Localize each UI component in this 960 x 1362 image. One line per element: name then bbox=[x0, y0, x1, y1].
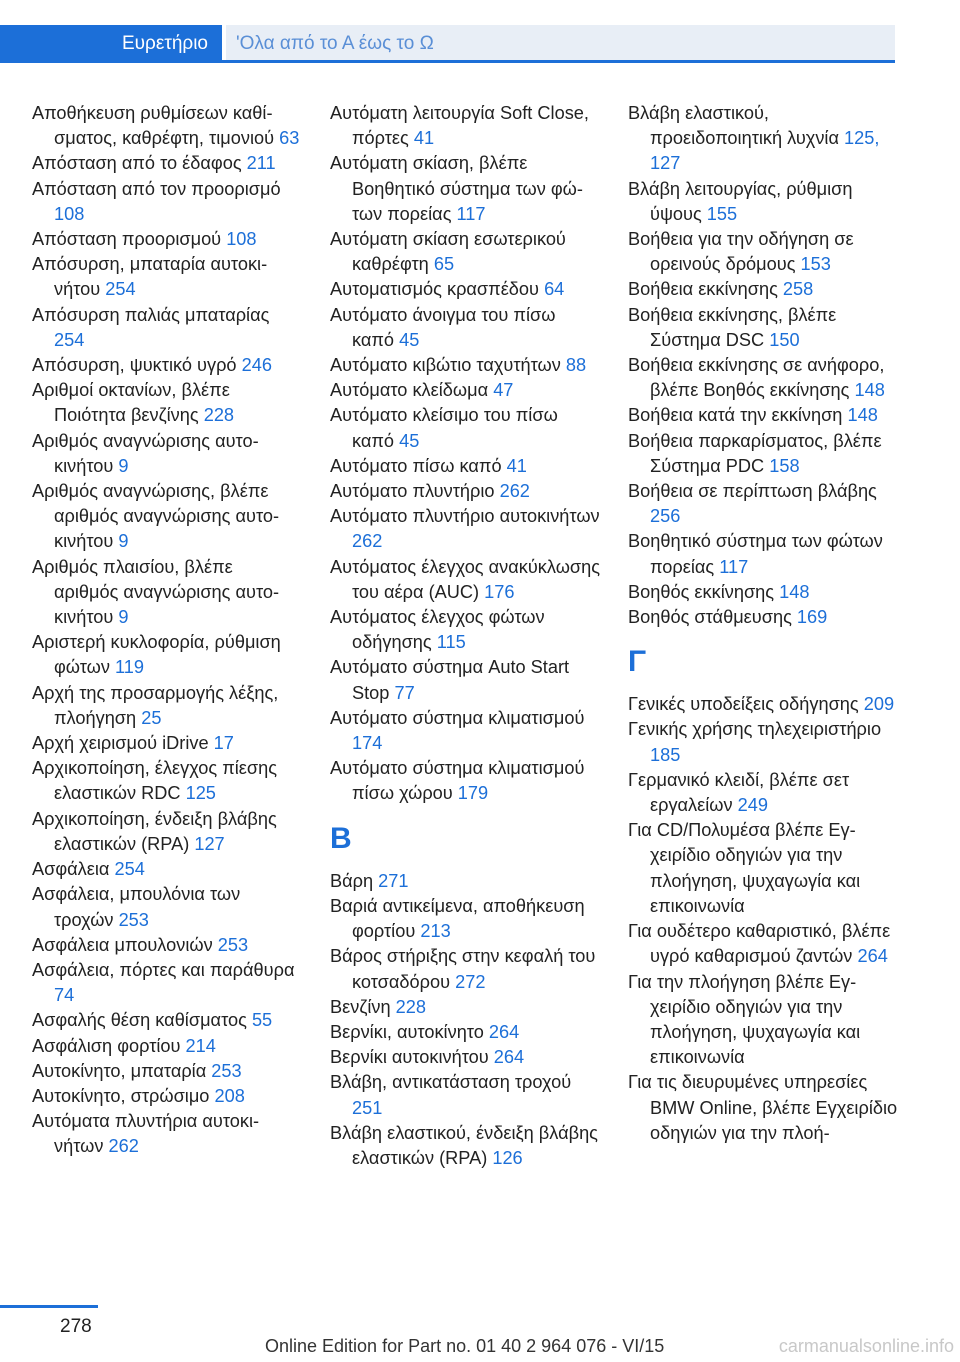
index-entry bbox=[32, 807, 302, 857]
entry-text: Αριθμός αναγνώρισης αυτοκινήτου bbox=[32, 430, 259, 476]
entry-text: Βενζίνη bbox=[330, 996, 396, 1017]
index-entry bbox=[330, 944, 600, 994]
edition-text: Online Edition for Part no. 01 40 2 964 076 - VI/15 bbox=[265, 1336, 665, 1356]
index-entry bbox=[628, 970, 903, 1071]
index-entry bbox=[330, 894, 600, 944]
page-link[interactable]: 264 bbox=[493, 1047, 525, 1068]
entry-text: Για την πλοήγηση βλέπε Εγχειρίδιο οδηγιών για την πλοήγηση, ψυχαγωγία και επικοινωνία bbox=[628, 971, 861, 1068]
index-entry bbox=[628, 353, 903, 403]
entry-text: Απόσυρση παλιάς μπαταρίας bbox=[32, 304, 270, 325]
index-entry bbox=[32, 101, 302, 151]
entry-text: Αυτόματο κλείσιμο του πίσω καπό bbox=[330, 405, 558, 451]
entry-text: Βλάβη λειτουργίας, ρύθμιση ύψους bbox=[628, 178, 853, 224]
index-entry bbox=[32, 731, 302, 756]
page-link[interactable]: 254 bbox=[105, 279, 136, 300]
index-entry bbox=[32, 227, 302, 252]
page-link[interactable]: 55 bbox=[251, 1010, 273, 1031]
page-link[interactable]: 153 bbox=[800, 254, 831, 275]
page-link[interactable]: 74 bbox=[54, 985, 75, 1006]
page-link[interactable]: 254 bbox=[54, 329, 85, 350]
entry-text: Βλάβη ελαστικού, ένδειξη βλάβης ελαστικών (RPA) bbox=[330, 1122, 598, 1168]
page-link[interactable]: 264 bbox=[857, 946, 888, 967]
page-link[interactable]: 41 bbox=[506, 455, 527, 476]
entry-text: Ασφαλής θέση καθίσματος bbox=[32, 1010, 252, 1031]
index-entry bbox=[32, 1084, 302, 1109]
page-link[interactable]: 271 bbox=[378, 870, 409, 891]
index-entry bbox=[628, 919, 903, 969]
index-entry bbox=[330, 1045, 600, 1070]
index-column-2 bbox=[330, 101, 600, 1171]
index-entry bbox=[330, 756, 600, 806]
index-entry bbox=[628, 529, 903, 579]
index-entry bbox=[330, 101, 600, 151]
entry-text: Απόσυρση, μπαταρία αυτοκινήτου bbox=[32, 254, 268, 300]
page-link[interactable]: 150 bbox=[769, 329, 800, 350]
page-link[interactable]: 208 bbox=[214, 1085, 245, 1106]
page-link[interactable]: 249 bbox=[737, 795, 769, 816]
index-entry bbox=[628, 227, 903, 277]
index-entry bbox=[32, 933, 302, 958]
index-entry bbox=[32, 151, 302, 176]
page-link[interactable]: 115 bbox=[436, 632, 466, 653]
index-entry bbox=[330, 303, 600, 353]
page-link[interactable]: 119 bbox=[115, 657, 145, 678]
page-link[interactable]: 88 bbox=[565, 355, 587, 376]
page-link[interactable]: 256 bbox=[650, 506, 681, 527]
page-link[interactable]: 254 bbox=[114, 859, 145, 880]
entry-text: Αριθμός πλαισίου, βλέπε αριθμός αναγνώρισης αυτοκινήτου bbox=[32, 556, 280, 628]
entry-text: Αρχικοποίηση, έλεγχος πίεσης ελαστικών RDC bbox=[32, 758, 277, 804]
entry-text: Για ουδέτερο καθαριστικό, βλέπε υγρό καθαρισμού ζαντών bbox=[628, 921, 891, 967]
entry-text: Αποθήκευση ρυθμίσεων καθίσματος, καθρέφτη, τιμονιού bbox=[32, 103, 280, 149]
page-link[interactable]: 213 bbox=[420, 921, 451, 942]
index-entry bbox=[32, 882, 302, 932]
entry-text: Αυτόματο πλυντήριο bbox=[330, 481, 500, 502]
page-link[interactable]: 272 bbox=[455, 971, 486, 992]
index-column-1 bbox=[32, 101, 302, 1160]
index-entry bbox=[330, 277, 600, 302]
page-link[interactable]: 127 bbox=[194, 833, 225, 854]
page-link[interactable]: 117 bbox=[719, 556, 749, 577]
index-entry bbox=[330, 454, 600, 479]
index-entry bbox=[330, 504, 600, 554]
entry-text: Απόσταση από το έδαφος bbox=[32, 153, 247, 174]
entry-text: Γερμανικό κλειδί, βλέπε σετ εργαλείων bbox=[628, 769, 850, 816]
index-entry bbox=[330, 605, 600, 655]
index-column-3 bbox=[628, 101, 903, 1146]
entry-text: Αυτόματα πλυντήρια αυτοκινήτων bbox=[32, 1111, 260, 1157]
page-link[interactable]: 9 bbox=[118, 531, 129, 552]
entry-text: Ασφάλεια μπουλονιών bbox=[32, 934, 218, 955]
index-entry bbox=[330, 555, 600, 605]
header-tabs bbox=[0, 25, 895, 62]
page-link[interactable]: 262 bbox=[352, 531, 383, 552]
entry-text: Αυτόματη σκίαση, βλέπε Βοηθητικό σύστημα των φώτων πορείας bbox=[330, 153, 583, 224]
index-entry bbox=[628, 605, 903, 630]
index-entry bbox=[628, 177, 903, 227]
page-link[interactable]: 262 bbox=[499, 481, 530, 502]
header-underline bbox=[0, 60, 895, 63]
index-entry bbox=[628, 818, 903, 919]
index-entry bbox=[32, 1059, 302, 1084]
entry-text: Γενικής χρήσης τηλεχειριστήριο bbox=[628, 719, 882, 740]
page-link[interactable]: 185 bbox=[650, 744, 681, 765]
page-link[interactable]: 264 bbox=[488, 1021, 520, 1042]
page-link[interactable]: 45 bbox=[399, 329, 420, 350]
entry-text: Βοήθεια εκκίνησης σε ανήφορο, βλέπε Βοηθός εκκίνησης bbox=[628, 355, 885, 401]
page-link[interactable]: 63 bbox=[279, 128, 300, 149]
page-link[interactable]: 125, 127 bbox=[650, 128, 880, 174]
index-entry bbox=[330, 995, 600, 1020]
entry-text: Βοήθεια για την οδήγηση σε ορεινούς δρόμους bbox=[628, 229, 854, 275]
index-entry bbox=[32, 630, 302, 680]
entry-text: Αυτοκίνητο, μπαταρία bbox=[32, 1060, 212, 1081]
index-entry bbox=[628, 580, 903, 605]
entry-text: Αυτόματη σκίαση εσωτερικού καθρέφτη bbox=[330, 229, 566, 275]
page-link[interactable]: 65 bbox=[433, 254, 455, 275]
entry-text: Βοήθεια κατά την εκκίνηση bbox=[628, 405, 848, 426]
page-link[interactable]: 45 bbox=[399, 430, 420, 451]
page-link[interactable]: 126 bbox=[492, 1147, 523, 1168]
entry-text: Αυτόματος έλεγχος ανακύκλωσης του αέρα (AUC) bbox=[330, 556, 601, 602]
index-entry bbox=[628, 429, 903, 479]
entry-text: Απόσυρση, ψυκτικό υγρό bbox=[32, 355, 242, 376]
index-entry bbox=[628, 717, 903, 767]
page-link[interactable]: 25 bbox=[141, 707, 162, 728]
page-link[interactable]: 169 bbox=[796, 607, 828, 628]
entry-text: Αριθμοί οκτανίων, βλέπε Ποιότητα βενζίνης bbox=[32, 380, 230, 426]
watermark: carmanualsonline.info bbox=[778, 1336, 954, 1356]
entry-text: Ασφάλεια, πόρτες και παράθυρα bbox=[32, 959, 295, 980]
index-entry bbox=[32, 1109, 302, 1159]
tab-a-to-z[interactable]: 'Ολα από το Α έως το Ω bbox=[226, 25, 895, 62]
entry-text: Ασφάλεια, μπουλόνια των τροχών bbox=[32, 884, 241, 930]
index-entry bbox=[32, 303, 302, 353]
index-entry bbox=[32, 857, 302, 882]
page-link[interactable]: 214 bbox=[185, 1035, 216, 1056]
index-entry bbox=[330, 353, 600, 378]
index-entry bbox=[628, 403, 903, 428]
page-link[interactable]: 148 bbox=[854, 380, 885, 401]
footer-rule bbox=[0, 1305, 98, 1308]
index-entry bbox=[32, 353, 302, 378]
index-entry bbox=[32, 429, 302, 479]
entry-text: Βοήθεια παρκαρίσματος, βλέπε Σύστημα PDC bbox=[628, 430, 882, 476]
entry-text: Βλάβη, αντικατάσταση τροχού bbox=[330, 1072, 572, 1093]
page-link[interactable]: 179 bbox=[457, 783, 489, 804]
index-entry bbox=[628, 277, 903, 302]
index-entry bbox=[330, 151, 600, 227]
page-link[interactable]: 174 bbox=[352, 733, 383, 754]
entry-text: Για τις διευρυμένες υπηρεσίες BMW Online, βλέπε Εγχειρίδιο οδηγιών για την πλοή- bbox=[628, 1072, 898, 1143]
page-link[interactable]: 108 bbox=[54, 203, 85, 224]
page-link[interactable]: 9 bbox=[118, 455, 129, 476]
index-entry bbox=[330, 403, 600, 453]
entry-text: Βοήθεια εκκίνησης bbox=[628, 279, 783, 300]
entry-text: Βάρος στήριξης στην κεφαλή του κοτσαδόρου bbox=[330, 946, 596, 992]
section-letter: Β bbox=[330, 821, 352, 855]
page-link[interactable]: 262 bbox=[108, 1136, 139, 1157]
entry-text: Αρχή της προσαρμογής λέξης, πλοήγηση bbox=[32, 682, 279, 728]
page-link[interactable]: 211 bbox=[246, 153, 276, 174]
entry-text: Βοηθητικό σύστημα των φώτων πορείας bbox=[628, 531, 883, 577]
entry-text: Αρχικοποίηση, ένδειξη βλάβης ελαστικών (RPA) bbox=[32, 808, 277, 854]
entry-text: Αριθμός αναγνώρισης, βλέπε αριθμός αναγνώρισης αυτοκινήτου bbox=[32, 481, 280, 552]
page-link[interactable]: 125 bbox=[185, 783, 216, 804]
page-link[interactable]: 253 bbox=[118, 909, 149, 930]
page-link[interactable]: 155 bbox=[706, 203, 738, 224]
entry-text: Αυτόματο κιβώτιο ταχυτήτων bbox=[330, 355, 566, 376]
index-entry bbox=[628, 101, 903, 177]
entry-text: Βερνίκι, αυτοκίνητο bbox=[330, 1021, 489, 1042]
page-link[interactable]: 246 bbox=[241, 355, 272, 376]
index-entry bbox=[32, 1034, 302, 1059]
page-link[interactable]: 251 bbox=[352, 1097, 383, 1118]
entry-text: Αριστερή κυκλοφορία, ρύθμιση φώτων bbox=[32, 632, 281, 678]
index-entry bbox=[628, 479, 903, 529]
index-entry bbox=[32, 681, 302, 731]
entry-text: Αυτόματο σύστημα κλιματισμού πίσω χώρου bbox=[330, 758, 585, 804]
page-link[interactable]: 17 bbox=[213, 733, 234, 754]
index-entry bbox=[32, 1008, 302, 1033]
page-link[interactable]: 47 bbox=[493, 380, 514, 401]
entry-text: Αυτόματη λειτουργία Soft Close, πόρτες bbox=[330, 103, 589, 149]
entry-text: Αυτόματος έλεγχος φώτων οδήγησης bbox=[330, 607, 545, 653]
entry-text: Γενικές υποδείξεις οδήγησης bbox=[628, 694, 864, 715]
index-entry bbox=[628, 1070, 903, 1146]
page-link[interactable]: 41 bbox=[413, 128, 435, 149]
entry-text: Αυτόματο πίσω καπό bbox=[330, 455, 507, 476]
index-entry bbox=[628, 768, 903, 818]
page-link[interactable]: 258 bbox=[782, 279, 814, 300]
page-link[interactable]: 148 bbox=[847, 405, 878, 426]
index-entry bbox=[32, 252, 302, 302]
entry-text: Για CD/Πολυμέσα βλέπε Εγχειρίδιο οδηγιών για την πλοήγηση, ψυχαγωγία και επικοινωνία bbox=[628, 820, 861, 916]
page-link[interactable]: 176 bbox=[484, 581, 515, 602]
entry-text: Βοηθός εκκίνησης bbox=[628, 581, 780, 602]
page-link[interactable]: 253 bbox=[217, 934, 249, 955]
page-link[interactable]: 253 bbox=[211, 1060, 242, 1081]
entry-text: Αυτόματο κλείδωμα bbox=[330, 380, 494, 401]
entry-text: Αυτόματο πλυντήριο αυτοκινήτων bbox=[330, 506, 600, 527]
index-entry bbox=[32, 378, 302, 428]
entry-text: Αυτοματισμός κρασπέδου bbox=[330, 279, 545, 300]
page-link[interactable]: 77 bbox=[394, 682, 415, 703]
page-link[interactable]: 228 bbox=[203, 405, 235, 426]
index-entry bbox=[330, 227, 600, 277]
index-entry bbox=[32, 958, 302, 1008]
page-link[interactable]: 117 bbox=[456, 203, 486, 224]
index-entry bbox=[330, 869, 600, 894]
index-entry bbox=[330, 1020, 600, 1045]
entry-text: Βλάβη ελαστικού, προειδοποιητική λυχνία bbox=[628, 103, 845, 149]
entry-text: Βοηθός στάθμευσης bbox=[628, 607, 797, 628]
index-entry bbox=[32, 555, 302, 631]
page-number: 278 bbox=[60, 1316, 92, 1337]
page-link[interactable]: 108 bbox=[226, 229, 257, 250]
entry-text: Βοήθεια εκκίνησης, βλέπε Σύστημα DSC bbox=[628, 304, 837, 350]
index-entry bbox=[32, 756, 302, 806]
index-entry bbox=[330, 1070, 600, 1120]
entry-text: Αυτόματο άνοιγμα του πίσω καπό bbox=[330, 304, 556, 350]
section-letter: Γ bbox=[628, 645, 647, 679]
entry-text: Βάρη bbox=[330, 870, 379, 891]
entry-text: Απόσταση προορισμού bbox=[32, 229, 227, 250]
entry-text: Βερνίκι αυτοκινήτου bbox=[330, 1047, 494, 1068]
page-link[interactable]: 148 bbox=[779, 581, 810, 602]
entry-text: Βοήθεια σε περίπτωση βλάβης bbox=[628, 481, 877, 502]
index-entry bbox=[628, 692, 903, 717]
entry-text: Βαριά αντικείμενα, αποθήκευση φορτίου bbox=[330, 895, 585, 942]
index-entry bbox=[330, 706, 600, 756]
entry-text: Απόσταση από τον προορισμό bbox=[32, 178, 281, 199]
index-entry bbox=[32, 177, 302, 227]
entry-text: Αρχή χειρισμού iDrive bbox=[32, 733, 214, 754]
index-entry bbox=[628, 303, 903, 353]
index-entry bbox=[32, 479, 302, 555]
entry-text: Αυτόματο σύστημα Auto Start Stop bbox=[330, 657, 570, 703]
page-link[interactable]: 228 bbox=[395, 996, 427, 1017]
entry-text: Ασφάλεια bbox=[32, 859, 115, 880]
entry-text: Αυτοκίνητο, στρώσιμο bbox=[32, 1085, 215, 1106]
page-link[interactable]: 158 bbox=[769, 455, 800, 476]
page-link[interactable]: 9 bbox=[118, 607, 129, 628]
tab-index[interactable]: Ευρετήριο bbox=[0, 25, 222, 62]
entry-text: Αυτόματο σύστημα κλιματισμού bbox=[330, 707, 585, 728]
page-link[interactable]: 64 bbox=[544, 279, 565, 300]
index-entry bbox=[330, 655, 600, 705]
index-entry bbox=[330, 378, 600, 403]
entry-text: Ασφάλιση φορτίου bbox=[32, 1035, 186, 1056]
page-link[interactable]: 209 bbox=[863, 694, 895, 715]
index-entry bbox=[330, 1121, 600, 1171]
index-entry bbox=[330, 479, 600, 504]
